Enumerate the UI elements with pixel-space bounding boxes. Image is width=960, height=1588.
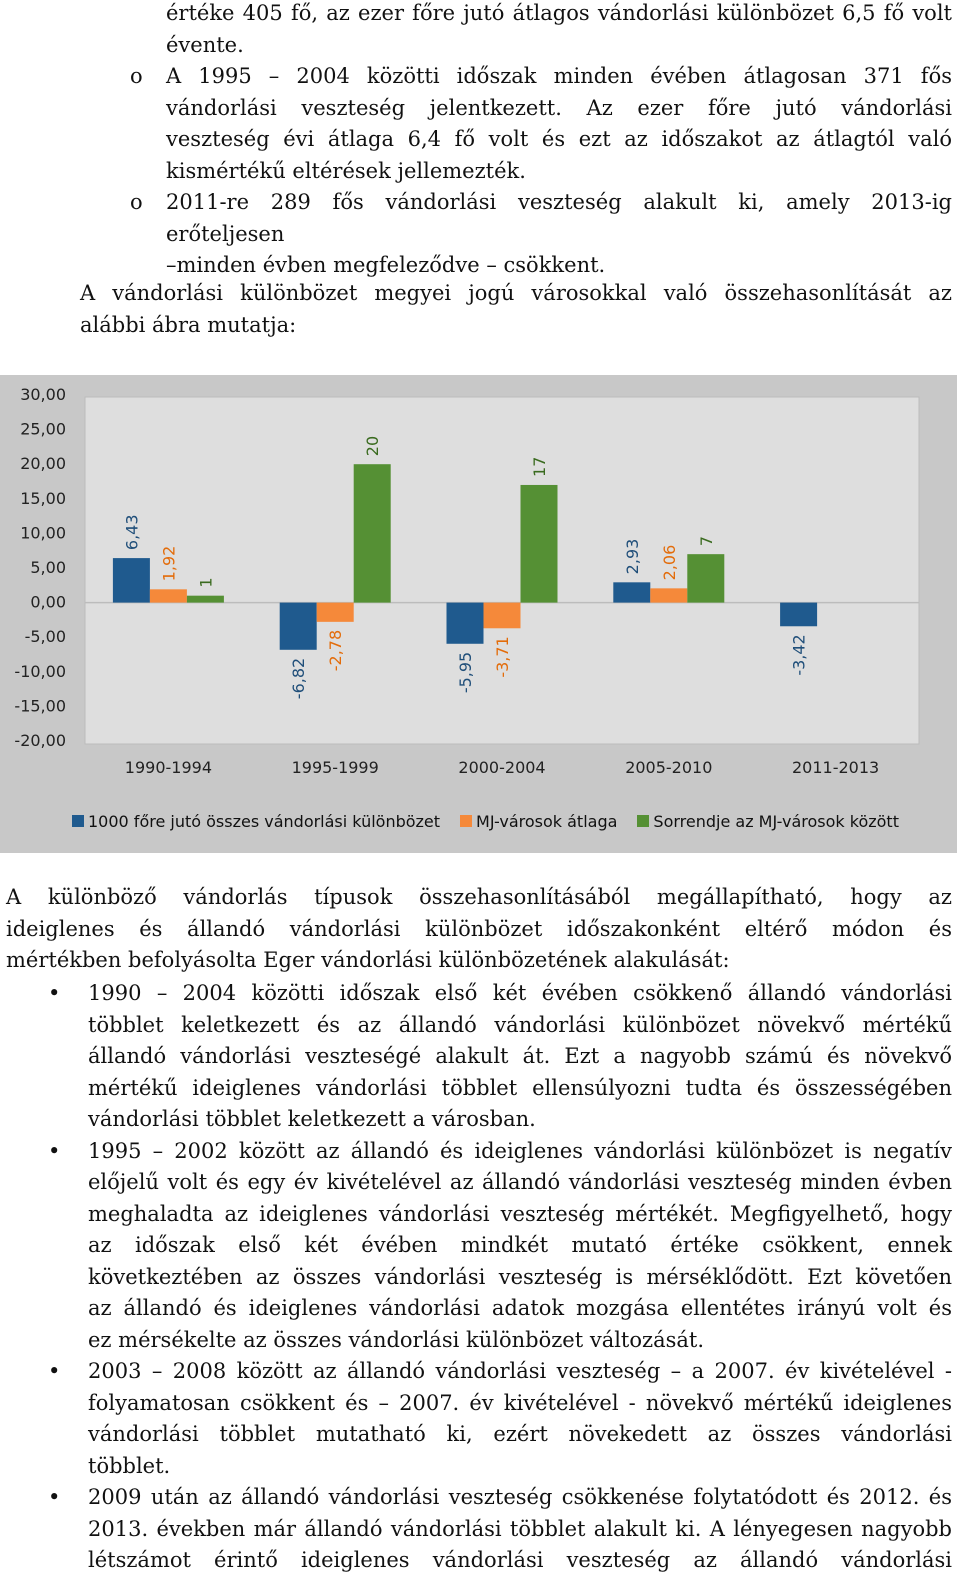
text-line: 2009 után az állandó vándorlási veszteség csökkenése folytatódott és 2012. és <box>88 1485 952 1509</box>
y-tick-label: 0,00 <box>30 592 66 612</box>
list-item <box>130 61 952 187</box>
bar <box>484 603 521 629</box>
bar-chart <box>0 375 957 853</box>
data-label: 20 <box>363 435 383 457</box>
bar <box>280 603 317 650</box>
text-line: évente. <box>166 32 244 57</box>
text-line: meghaladta az ideiglenes vándorlási veszteség mértékét. Megfigyelhető, hogy <box>88 1201 952 1226</box>
text-line: létszámot érintő ideiglenes vándorlási veszteség az állandó vándorlási <box>88 1548 952 1572</box>
data-label: -3,42 <box>789 634 809 676</box>
text-line: vándorlási többlet keletkezett a városban. <box>88 1107 536 1131</box>
data-label: -5,95 <box>456 651 475 694</box>
text-line: 1995 – 2002 között az állandó és ideiglenes vándorlási különbözet is negatív <box>88 1138 952 1163</box>
legend-label: MJ-városok átlaga <box>476 811 618 831</box>
text-line: ez mérsékelte az összes vándorlási különbözet változását. <box>88 1327 705 1352</box>
list-item <box>130 187 952 282</box>
data-label: 2,93 <box>622 538 642 575</box>
data-label: -2,78 <box>326 629 346 672</box>
y-tick-label: 20,00 <box>20 454 66 474</box>
x-category-label: 1995-1999 <box>291 758 379 777</box>
text-line: következtében az összes vándorlási veszteség is mérséklődött. Ezt követően <box>88 1264 952 1289</box>
legend-label: Sorrendje az MJ-városok között <box>653 811 899 831</box>
y-tick-label: -5,00 <box>24 627 66 647</box>
data-label: -6,82 <box>289 657 309 700</box>
data-label: 1,92 <box>159 545 179 582</box>
x-category-label: 2011-2013 <box>791 758 880 777</box>
bar <box>187 596 224 603</box>
bar <box>650 588 687 602</box>
bullet-list <box>48 978 952 1577</box>
bar <box>613 582 650 602</box>
continued-paragraph <box>166 0 952 61</box>
text-line: előjelű volt és egy év kivételével az állandó vándorlási veszteség minden évben <box>88 1170 952 1194</box>
text-line: A vándorlási különbözet megyei jogú városokkal való összehasonlítását az <box>80 281 952 305</box>
text-line: az időszak első két évében mindkét mutató értéke csökkent, ennek <box>88 1233 952 1257</box>
list-item <box>48 1136 952 1357</box>
text-line: kismértékű eltérések jellemezték. <box>166 158 526 183</box>
text-line: értéke 405 fő, az ezer főre jutó átlagos vándorlási különbözet 6,5 fő volt <box>166 1 952 25</box>
list-item <box>48 1482 952 1577</box>
text-line: mértékben befolyásolta Eger vándorlási különbözetének alakulását: <box>6 948 730 972</box>
bar <box>447 603 484 644</box>
intro-paragraph <box>80 278 952 341</box>
text-line: vándorlási veszteség jelentkezett. Az ezer főre jutó vándorlási <box>166 95 952 120</box>
text-line: 2003 – 2008 között az állandó vándorlási veszteség – a 2007. év kivételével - <box>88 1359 952 1383</box>
legend-label: 1000 főre jutó összes vándorlási különbözet <box>88 811 441 831</box>
bar <box>317 603 354 622</box>
legend-item <box>637 812 899 831</box>
chart-legend <box>72 809 919 833</box>
y-tick-label: 5,00 <box>30 558 66 577</box>
legend-item <box>460 812 617 831</box>
legend-swatch-orange <box>460 815 472 827</box>
text-line: –minden évben megfeleződve – csökkent. <box>166 253 606 277</box>
bar <box>780 603 817 627</box>
text-line: 1990 – 2004 közötti időszak első két évében csökkenő állandó vándorlási <box>88 981 952 1005</box>
text-line: alábbi ábra mutatja: <box>80 312 297 337</box>
bar <box>521 485 558 603</box>
legend-swatch-blue <box>72 815 84 827</box>
text-line: többlet. <box>88 1453 171 1478</box>
y-tick-label: 30,00 <box>20 385 66 404</box>
bar <box>354 464 391 602</box>
data-label: -3,71 <box>493 636 512 678</box>
bullet-icon: • <box>48 981 61 1005</box>
data-label: 1 <box>196 577 216 588</box>
text-line: A különböző vándorlás típusok összehasonlításából megállapítható, hogy az <box>6 885 952 909</box>
text-line: folyamatosan csökkent és – 2007. év kivételével - növekvő mértékű ideiglenes <box>88 1390 952 1415</box>
plot-area <box>85 397 919 744</box>
text-line: vándorlási többlet mutatható ki, ezért növekedett az összes vándorlási <box>88 1422 952 1446</box>
y-tick-label: 25,00 <box>20 419 66 439</box>
analysis-paragraph <box>6 882 952 977</box>
bullet-icon: • <box>48 1138 61 1163</box>
y-tick-label: 15,00 <box>20 488 66 508</box>
chart-canvas <box>0 375 957 853</box>
text-line: többlet keletkezett és az állandó vándorlási különbözet növekvő mértékű <box>88 1012 952 1037</box>
data-label: 17 <box>530 456 549 477</box>
text-line: 2013. években már állandó vándorlási többlet alakult ki. A lényegesen nagyobb <box>88 1516 952 1541</box>
y-tick-label: -20,00 <box>14 731 66 750</box>
circle-bullet-list <box>130 61 952 282</box>
y-tick-label: -15,00 <box>14 696 66 716</box>
text-line: A 1995 – 2004 közötti időszak minden évében átlagosan 371 fős <box>166 64 952 88</box>
data-label: 7 <box>696 535 716 547</box>
circle-bullet-icon: o <box>130 64 143 88</box>
bar <box>687 554 724 602</box>
text-line: ideiglenes és állandó vándorlási különbözet időszakonként eltérő módon és <box>6 916 952 941</box>
data-label: 2,06 <box>659 544 679 581</box>
text-line: 2011-re 289 fős vándorlási veszteség alakult ki, amely 2013-ig erőteljesen <box>166 190 952 246</box>
bar <box>113 558 150 602</box>
x-category-label: 1990-1994 <box>124 758 213 777</box>
bullet-icon: • <box>48 1359 61 1383</box>
x-category-label: 2005-2010 <box>625 758 713 777</box>
bullet-icon: • <box>48 1485 61 1509</box>
list-item <box>48 978 952 1136</box>
y-tick-label: -10,00 <box>14 661 66 681</box>
legend-swatch-green <box>637 815 649 827</box>
text-line: veszteség évi átlaga 6,4 fő volt és ezt az időszakot az átlagtól való <box>166 127 952 151</box>
x-category-label: 2000-2004 <box>458 758 546 777</box>
list-item <box>48 1356 952 1482</box>
circle-bullet-icon: o <box>130 190 143 214</box>
legend-item <box>72 812 440 831</box>
text-line: az állandó és ideiglenes vándorlási adatok mozgása ellentétes irányú volt és <box>88 1296 952 1320</box>
y-tick-label: 10,00 <box>20 523 66 543</box>
text-line: állandó vándorlási veszteségé alakult át. Ezt a nagyobb számú és növekvő <box>88 1044 952 1068</box>
data-label: 6,43 <box>122 514 142 551</box>
text-line: mértékű ideiglenes vándorlási többlet ellensúlyozni tudta és összességében <box>88 1075 952 1100</box>
bar <box>150 589 187 602</box>
